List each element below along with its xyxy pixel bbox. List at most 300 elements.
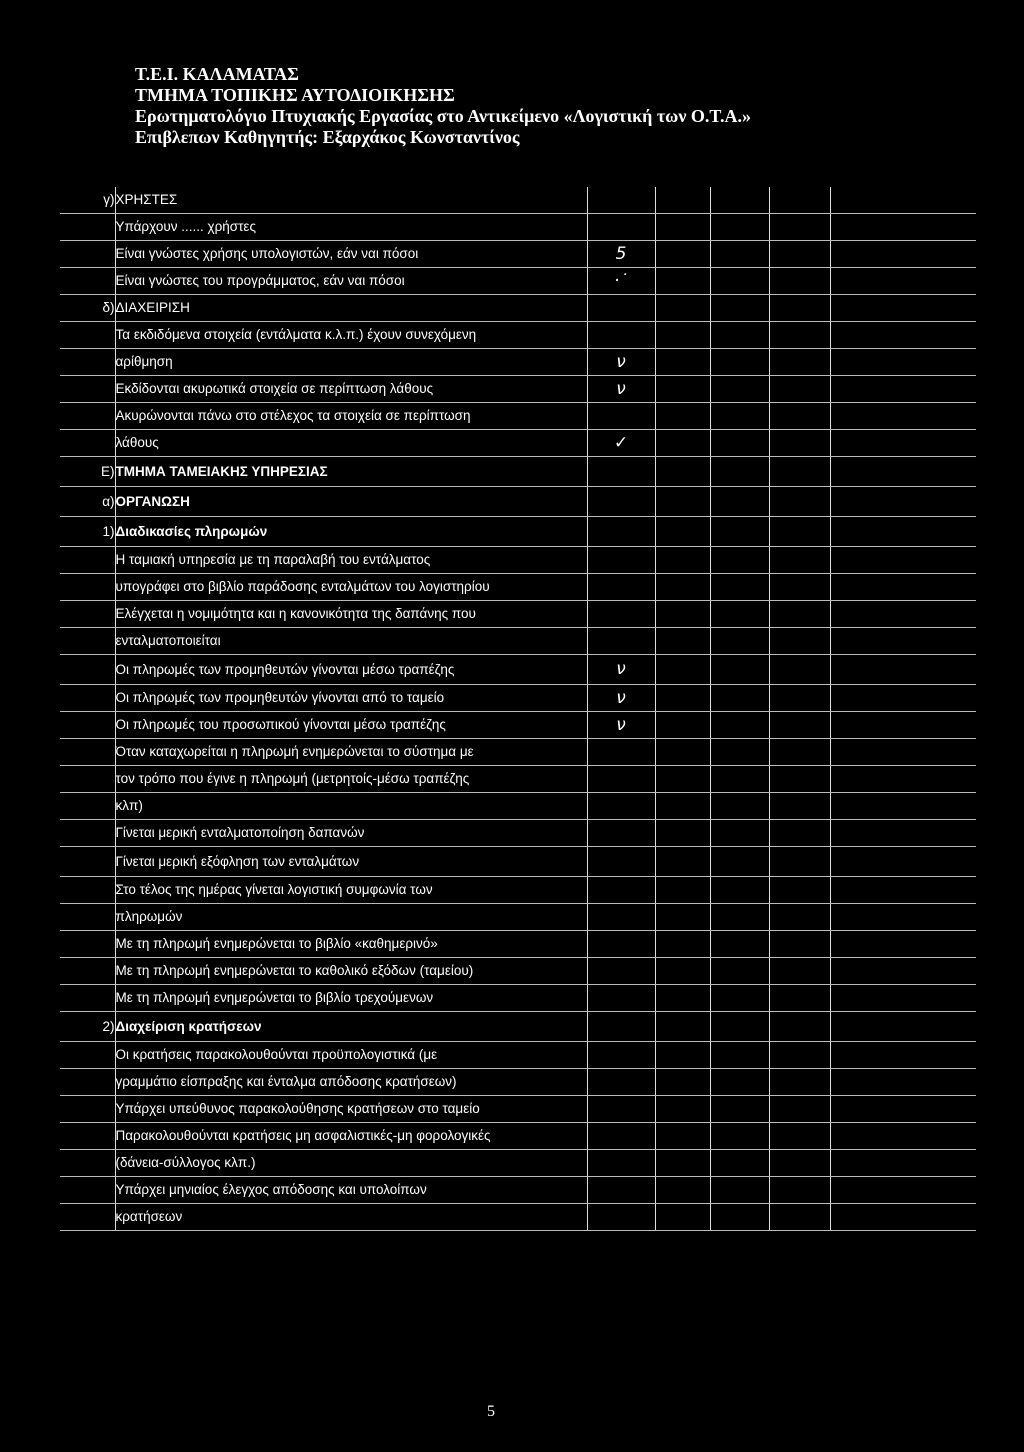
question-text: ενταλματοποιείται [115, 628, 587, 655]
answer-cell [710, 1012, 769, 1042]
answer-cell [655, 1012, 710, 1042]
answer-cell [830, 685, 976, 712]
answer-cell [655, 349, 710, 376]
answer-cell [769, 1123, 830, 1150]
answer-cell [710, 517, 769, 547]
question-text: λάθους [115, 430, 587, 457]
answer-cell [655, 766, 710, 793]
row-number [60, 739, 115, 766]
questionnaire-row [60, 820, 976, 847]
question-text: Υπάρχουν ...... χρήστες [115, 214, 587, 241]
answer-cell [655, 517, 710, 547]
row-number [60, 214, 115, 241]
questionnaire-row [60, 931, 976, 958]
answer-cell [710, 820, 769, 847]
question-text: Με τη πληρωμή ενημερώνεται το καθολικό εξόδων (ταμείου) [115, 958, 587, 985]
answer-mark-cell [587, 1012, 655, 1042]
questionnaire-row [60, 241, 976, 268]
row-number [60, 268, 115, 295]
questionnaire-row [60, 601, 976, 628]
answer-cell [655, 958, 710, 985]
answer-cell [769, 1204, 830, 1231]
question-text: Με τη πληρωμή ενημερώνεται το βιβλίο τρεχούμενων [115, 985, 587, 1012]
answer-cell [830, 517, 976, 547]
answer-cell [655, 847, 710, 877]
answer-cell [655, 601, 710, 628]
answer-cell [769, 847, 830, 877]
question-text: τον τρόπο που έγινε η πληρωμή (μετρητοίς-μέσω τραπέζης [115, 766, 587, 793]
answer-cell [830, 766, 976, 793]
row-number [60, 685, 115, 712]
questionnaire-row [60, 655, 976, 685]
answer-cell [769, 877, 830, 904]
answer-cell [769, 766, 830, 793]
answer-cell [710, 628, 769, 655]
answer-cell [655, 739, 710, 766]
question-text: Με τη πληρωμή ενημερώνεται το βιβλίο «καθημερινό» [115, 931, 587, 958]
answer-cell [710, 847, 769, 877]
questionnaire-row [60, 349, 976, 376]
questionnaire-row [60, 739, 976, 766]
answer-cell [710, 376, 769, 403]
answer-cell [655, 1123, 710, 1150]
answer-mark-cell [587, 958, 655, 985]
answer-cell [655, 655, 710, 685]
question-text: γραμμάτιο είσπραξης και ένταλμα απόδοσης κρατήσεων) [115, 1069, 587, 1096]
answer-cell [830, 1012, 976, 1042]
row-number [60, 712, 115, 739]
answer-cell [710, 793, 769, 820]
answer-cell [769, 739, 830, 766]
question-text: Στο τέλος της ημέρας γίνεται λογιστική συμφωνία των [115, 877, 587, 904]
answer-cell [769, 376, 830, 403]
questionnaire-row [60, 430, 976, 457]
answer-mark-cell [587, 187, 655, 214]
answer-mark-cell: ν [587, 712, 655, 739]
answer-cell [710, 739, 769, 766]
answer-cell [769, 601, 830, 628]
question-text: κρατήσεων [115, 1204, 587, 1231]
answer-cell [655, 268, 710, 295]
answer-cell [710, 1177, 769, 1204]
answer-cell [655, 574, 710, 601]
answer-cell [769, 628, 830, 655]
questionnaire-row [60, 712, 976, 739]
answer-cell [830, 214, 976, 241]
questionnaire-table [60, 187, 976, 1231]
question-text: ΧΡΗΣΤΕΣ [115, 187, 587, 214]
answer-cell [655, 487, 710, 517]
questionnaire-row [60, 1204, 976, 1231]
answer-cell [769, 820, 830, 847]
questionnaire-row [60, 1150, 976, 1177]
answer-cell [769, 958, 830, 985]
answer-cell [710, 601, 769, 628]
row-number [60, 1150, 115, 1177]
answer-cell [830, 931, 976, 958]
answer-mark-cell [587, 403, 655, 430]
answer-cell [710, 931, 769, 958]
answer-cell [769, 457, 830, 487]
questionnaire-row [60, 457, 976, 487]
question-text: Γίνεται μερική ενταλματοποίηση δαπανών [115, 820, 587, 847]
row-number: 2) [60, 1012, 115, 1042]
answer-mark-cell: ν [587, 685, 655, 712]
thesis-title: Ερωτηματολόγιο Πτυχιακής Εργασίας στο Αντικείμενο «Λογιστική των Ο.Τ.Α.» [135, 106, 752, 126]
answer-cell [830, 430, 976, 457]
answer-cell [655, 820, 710, 847]
question-text: Οι πληρωμές των προμηθευτών γίνονται μέσω τραπέζης [115, 655, 587, 685]
questionnaire-row [60, 547, 976, 574]
questionnaire-row [60, 766, 976, 793]
answer-mark-cell: ν [587, 655, 655, 685]
answer-cell [655, 187, 710, 214]
row-number [60, 628, 115, 655]
questionnaire-row [60, 1096, 976, 1123]
answer-cell [710, 241, 769, 268]
row-number [60, 1123, 115, 1150]
questionnaire-row [60, 877, 976, 904]
answer-cell [655, 685, 710, 712]
question-text: Ελέγχεται η νομιμότητα και η κανονικότητα της δαπάνης που [115, 601, 587, 628]
question-text: πληρωμών [115, 904, 587, 931]
questionnaire-row [60, 268, 976, 295]
question-text: Οι πληρωμές των προμηθευτών γίνονται από το ταμείο [115, 685, 587, 712]
answer-mark-cell [587, 793, 655, 820]
row-number [60, 322, 115, 349]
question-text: ΟΡΓΑΝΩΣΗ [115, 487, 587, 517]
answer-cell [710, 1204, 769, 1231]
department-name: ΤΜΗΜΑ ΤΟΠΙΚΗΣ ΑΥΤΟΔΙΟΙΚΗΣΗΣ [135, 85, 455, 105]
questionnaire-row [60, 685, 976, 712]
questionnaire-row [60, 214, 976, 241]
questionnaire-row [60, 628, 976, 655]
answer-cell [769, 241, 830, 268]
row-number [60, 931, 115, 958]
answer-mark-cell [587, 1150, 655, 1177]
answer-cell [830, 820, 976, 847]
questionnaire-row [60, 847, 976, 877]
answer-cell [830, 349, 976, 376]
answer-cell [655, 1069, 710, 1096]
question-text: αρίθμηση [115, 349, 587, 376]
answer-cell [769, 487, 830, 517]
row-number: δ) [60, 295, 115, 322]
question-text: (δάνεια-σύλλογος κλπ.) [115, 1150, 587, 1177]
answer-cell [769, 574, 830, 601]
answer-cell [655, 214, 710, 241]
answer-cell [710, 985, 769, 1012]
question-text: κλπ) [115, 793, 587, 820]
answer-cell [710, 487, 769, 517]
answer-cell [769, 517, 830, 547]
answer-cell [710, 1096, 769, 1123]
question-text: Υπάρχει υπεύθυνος παρακολούθησης κρατήσεων στο ταμείο [115, 1096, 587, 1123]
answer-cell [655, 931, 710, 958]
answer-cell [769, 187, 830, 214]
answer-mark-cell [587, 1042, 655, 1069]
answer-cell [710, 958, 769, 985]
answer-cell [710, 712, 769, 739]
answer-cell [710, 457, 769, 487]
questionnaire-row [60, 904, 976, 931]
question-text: Όταν καταχωρείται η πληρωμή ενημερώνεται το σύστημα με [115, 739, 587, 766]
row-number [60, 349, 115, 376]
row-number: 1) [60, 517, 115, 547]
answer-cell [769, 430, 830, 457]
answer-cell [830, 574, 976, 601]
answer-cell [655, 1096, 710, 1123]
answer-cell [830, 958, 976, 985]
question-text: Οι κρατήσεις παρακολουθούνται προϋπολογιστικά (με [115, 1042, 587, 1069]
answer-mark-cell [587, 487, 655, 517]
answer-cell [769, 1177, 830, 1204]
answer-cell [655, 712, 710, 739]
answer-cell [769, 793, 830, 820]
answer-mark-cell [587, 1177, 655, 1204]
answer-cell [655, 1204, 710, 1231]
questionnaire-row [60, 1069, 976, 1096]
question-text: Υπάρχει μηνιαίος έλεγχος απόδοσης και υπολοίπων [115, 1177, 587, 1204]
answer-cell [769, 985, 830, 1012]
row-number [60, 601, 115, 628]
answer-cell [769, 403, 830, 430]
answer-cell [769, 655, 830, 685]
answer-cell [655, 628, 710, 655]
row-number [60, 793, 115, 820]
question-text: Ακυρώνονται πάνω στο στέλεχος τα στοιχεία σε περίπτωση [115, 403, 587, 430]
answer-mark-cell [587, 1069, 655, 1096]
answer-mark-cell [587, 985, 655, 1012]
questionnaire-row [60, 403, 976, 430]
answer-cell [830, 322, 976, 349]
answer-cell [769, 214, 830, 241]
answer-cell [830, 877, 976, 904]
answer-mark-cell [587, 628, 655, 655]
question-text: Διαδικασίες πληρωμών [115, 517, 587, 547]
question-text: Γίνεται μερική εξόφληση των ενταλμάτων [115, 847, 587, 877]
questionnaire-row [60, 793, 976, 820]
row-number [60, 847, 115, 877]
answer-cell [830, 457, 976, 487]
question-text: Οι πληρωμές του προσωπικού γίνονται μέσω τραπέζης [115, 712, 587, 739]
row-number [60, 985, 115, 1012]
institution-name: Τ.Ε.Ι. ΚΑΛΑΜΑΤΑΣ [135, 64, 299, 84]
answer-cell [655, 877, 710, 904]
answer-cell [710, 655, 769, 685]
answer-cell [830, 712, 976, 739]
answer-cell [769, 685, 830, 712]
row-number [60, 820, 115, 847]
row-number [60, 904, 115, 931]
answer-mark-cell [587, 322, 655, 349]
answer-mark-cell [587, 457, 655, 487]
answer-cell [710, 322, 769, 349]
answer-cell [830, 1096, 976, 1123]
answer-mark-cell [587, 1096, 655, 1123]
questionnaire-row [60, 1177, 976, 1204]
question-text: Είναι γνώστες χρήσης υπολογιστών, εάν ναι πόσοι [115, 241, 587, 268]
questionnaire-row [60, 1012, 976, 1042]
answer-mark-cell [587, 877, 655, 904]
question-text: Τα εκδιδόμενα στοιχεία (εντάλματα κ.λ.π.) έχουν συνεχόμενη [115, 322, 587, 349]
answer-mark-cell [587, 295, 655, 322]
answer-cell [769, 931, 830, 958]
answer-cell [830, 985, 976, 1012]
answer-cell [769, 349, 830, 376]
answer-mark-cell [587, 517, 655, 547]
answer-mark-cell: ν [587, 349, 655, 376]
answer-cell [830, 403, 976, 430]
answer-cell [655, 295, 710, 322]
row-number [60, 958, 115, 985]
answer-cell [710, 904, 769, 931]
answer-cell [710, 1069, 769, 1096]
question-text: Είναι γνώστες του προγράμματος, εάν ναι πόσοι [115, 268, 587, 295]
question-text: Η ταμιακή υπηρεσία με τη παραλαβή του εντάλματος [115, 547, 587, 574]
answer-cell [830, 487, 976, 517]
row-number [60, 403, 115, 430]
answer-cell [710, 403, 769, 430]
answer-cell [830, 655, 976, 685]
answer-cell [655, 322, 710, 349]
answer-mark-cell [587, 931, 655, 958]
answer-cell [830, 547, 976, 574]
questionnaire-row [60, 187, 976, 214]
answer-mark-cell [587, 601, 655, 628]
question-text: Διαχείριση κρατήσεων [115, 1012, 587, 1042]
answer-mark-cell [587, 214, 655, 241]
answer-cell [769, 295, 830, 322]
answer-mark-cell: ν [587, 376, 655, 403]
answer-cell [655, 403, 710, 430]
answer-cell [655, 904, 710, 931]
page-number: 5 [487, 1403, 495, 1420]
answer-cell [710, 766, 769, 793]
answer-cell [710, 1042, 769, 1069]
answer-cell [655, 985, 710, 1012]
answer-cell [655, 1150, 710, 1177]
answer-cell [769, 322, 830, 349]
answer-cell [830, 739, 976, 766]
answer-mark-cell [587, 847, 655, 877]
answer-cell [830, 268, 976, 295]
answer-mark-cell [587, 574, 655, 601]
answer-cell [769, 1069, 830, 1096]
questionnaire-row [60, 958, 976, 985]
answer-mark-cell [587, 820, 655, 847]
question-text: υπογράφει στο βιβλίο παράδοσης ενταλμάτων του λογιστηρίου [115, 574, 587, 601]
answer-cell [769, 268, 830, 295]
row-number: α) [60, 487, 115, 517]
answer-cell [655, 1042, 710, 1069]
question-text: ΔΙΑΧΕΙΡΙΣΗ [115, 295, 587, 322]
answer-cell [830, 847, 976, 877]
answer-cell [769, 1096, 830, 1123]
answer-cell [830, 1150, 976, 1177]
supervisor-line: Επιβλεπων Καθηγητής: Εξαρχάκος Κωνσταντίνος [135, 127, 520, 147]
questionnaire-row [60, 517, 976, 547]
question-text: Εκδίδονται ακυρωτικά στοιχεία σε περίπτωση λάθους [115, 376, 587, 403]
row-number [60, 877, 115, 904]
questionnaire-row [60, 295, 976, 322]
answer-cell [830, 628, 976, 655]
row-number [60, 241, 115, 268]
document-header [135, 64, 1005, 148]
row-number [60, 376, 115, 403]
answer-cell [710, 877, 769, 904]
questionnaire-row [60, 985, 976, 1012]
answer-cell [655, 241, 710, 268]
questionnaire-row [60, 487, 976, 517]
row-number [60, 1096, 115, 1123]
questionnaire-row [60, 376, 976, 403]
row-number [60, 655, 115, 685]
answer-cell [830, 1042, 976, 1069]
row-number [60, 766, 115, 793]
answer-cell [655, 547, 710, 574]
answer-cell [830, 1069, 976, 1096]
questionnaire-row [60, 1042, 976, 1069]
answer-mark-cell [587, 739, 655, 766]
questionnaire-row [60, 574, 976, 601]
row-number [60, 430, 115, 457]
answer-cell [710, 268, 769, 295]
row-number: Ε) [60, 457, 115, 487]
row-number [60, 1177, 115, 1204]
row-number [60, 1204, 115, 1231]
row-number [60, 1042, 115, 1069]
row-number [60, 574, 115, 601]
answer-cell [655, 430, 710, 457]
question-text: Παρακολουθούνται κρατήσεις μη ασφαλιστικές-μη φορολογικές [115, 1123, 587, 1150]
answer-cell [655, 793, 710, 820]
answer-cell [830, 1177, 976, 1204]
answer-cell [710, 187, 769, 214]
answer-cell [830, 376, 976, 403]
answer-cell [769, 547, 830, 574]
answer-mark-cell: ✓ [587, 430, 655, 457]
answer-cell [830, 187, 976, 214]
answer-cell [710, 1150, 769, 1177]
answer-cell [830, 904, 976, 931]
answer-cell [830, 241, 976, 268]
answer-cell [769, 1150, 830, 1177]
answer-mark-cell [587, 1123, 655, 1150]
questionnaire-row [60, 1123, 976, 1150]
answer-mark-cell [587, 1204, 655, 1231]
answer-cell [655, 1177, 710, 1204]
answer-cell [710, 685, 769, 712]
row-number: γ) [60, 187, 115, 214]
answer-cell [830, 1204, 976, 1231]
answer-mark-cell: ·˙ [587, 268, 655, 295]
answer-cell [769, 1042, 830, 1069]
answer-cell [710, 430, 769, 457]
answer-cell [830, 1123, 976, 1150]
answer-mark-cell: 5 [587, 241, 655, 268]
answer-mark-cell [587, 547, 655, 574]
answer-cell [710, 1123, 769, 1150]
row-number [60, 547, 115, 574]
answer-cell [710, 295, 769, 322]
answer-cell [710, 547, 769, 574]
answer-cell [830, 295, 976, 322]
answer-cell [769, 1012, 830, 1042]
questionnaire-row [60, 322, 976, 349]
answer-mark-cell [587, 904, 655, 931]
answer-cell [830, 793, 976, 820]
